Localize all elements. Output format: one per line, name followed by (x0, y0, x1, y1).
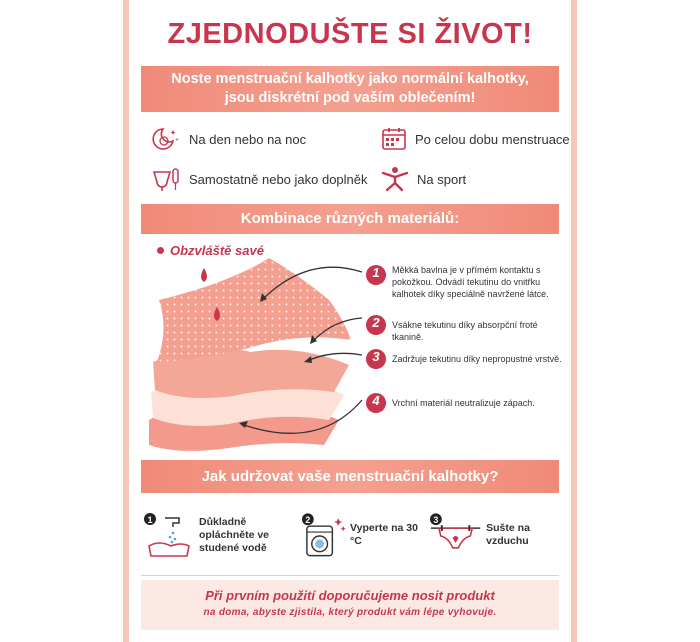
care-label: Důkladně opláchněte ve studené vodě (199, 515, 270, 554)
subheading-label: Obzvláště savé (170, 243, 264, 258)
care-step-2 (301, 512, 431, 558)
care-banner: Jak udržovat vaše menstruační kalhotky? (141, 460, 559, 493)
layer-2 (153, 348, 349, 398)
svg-text:2: 2 (305, 515, 311, 526)
feature-label: Samostatně nebo jako doplněk (189, 171, 368, 187)
day-night-icon (151, 126, 181, 152)
drop-1 (201, 268, 207, 282)
care-label: Vyperte na 30 °C (350, 522, 418, 547)
intro-line-1: Noste menstruační kalhotky jako normální kalhotky, (171, 71, 529, 87)
drop-2 (214, 307, 220, 321)
sport-icon (381, 166, 409, 192)
arrow-4 (244, 400, 362, 433)
feature-day-night (151, 126, 306, 152)
arrow-2 (314, 318, 362, 340)
step-text: Vsákne tekutinu díky absorpční froté tkanině. (392, 320, 538, 342)
layer-3 (151, 377, 344, 426)
material-step-4 (365, 392, 565, 414)
intro-banner (141, 66, 559, 112)
feature-period (381, 126, 570, 152)
step-number-badge: 2 (365, 314, 387, 336)
intro-line-2: jsou diskrétní pod vaším oblečením! (224, 90, 476, 106)
rinse-hands-icon (143, 512, 195, 558)
page-title: ZJEDNODUŠTE SI ŽIVOT! (167, 18, 533, 50)
info-card (123, 0, 577, 642)
washing-machine-icon (301, 512, 348, 558)
layer-1 (157, 258, 351, 362)
layer-4 (149, 402, 339, 451)
step-number-badge: 4 (365, 392, 387, 414)
care-step-1 (143, 512, 293, 558)
bullet-dot (157, 247, 164, 254)
arrow-1 (264, 267, 362, 298)
recommendation-footer (141, 580, 559, 630)
feature-label: Na den nebo na noc (189, 131, 307, 147)
material-step-2 (365, 314, 565, 343)
step-text: Měkká bavlna je v přímém kontaktu s pokožkou. Odvádí tekutinu do vnitřku kalhotek díky speciálně navržené látce. (392, 265, 549, 299)
feature-label: Po celou dobu menstruace (415, 131, 570, 147)
svg-text:1: 1 (147, 515, 153, 525)
footer-line-2: na doma, abyste zjistila, který produkt vám lépe vyhovuje. (203, 607, 497, 618)
feature-standalone (151, 166, 368, 192)
step-number-badge: 3 (365, 348, 387, 370)
material-step-3 (365, 348, 565, 370)
care-label: Sušte na vzduchu (486, 522, 530, 547)
air-dry-icon (429, 512, 482, 558)
feature-sport (381, 166, 466, 192)
divider (141, 575, 559, 576)
step-number-badge: 1 (365, 264, 387, 286)
calendar-icon (381, 126, 407, 152)
feature-label: Na sport (417, 171, 467, 187)
step-text: Zadržuje tekutinu díky nepropustné vrstvě. (392, 354, 562, 364)
care-step-3 (429, 512, 574, 558)
step-text: Vrchní materiál neutralizuje zápach. (392, 398, 535, 408)
svg-text:3: 3 (433, 515, 439, 526)
arrow-3 (309, 353, 362, 360)
material-step-1 (365, 264, 565, 300)
footer-line-1: Při prvním použití doporučujeme nosit produkt (205, 588, 495, 603)
cup-tampon-icon (151, 166, 181, 192)
materials-subheading (157, 243, 264, 258)
materials-banner: Kombinace různých materiálů: (141, 204, 559, 234)
